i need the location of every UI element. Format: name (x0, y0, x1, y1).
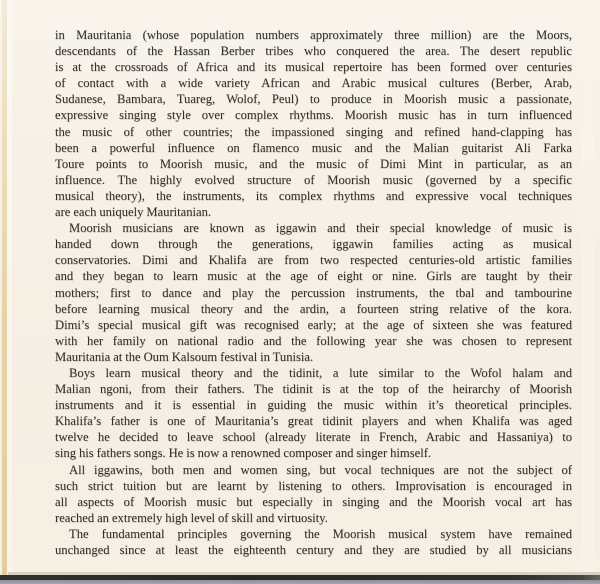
paragraph (55, 365, 572, 462)
body-text (55, 27, 572, 558)
text-line: of contact with a wide variety African and Arabic musical cultures (Berber, Arab, (55, 76, 572, 91)
text-line: the music of other countries; the impassioned singing and refined hand-clapping has (55, 124, 572, 139)
text-line: instruments and it is essential in guiding the music within it’s theoretical principles. (55, 398, 572, 413)
text-line: The fundamental principles governing the Moorish musical system have remained (69, 526, 572, 541)
text-line: Toure points to Moorish music, and the music of Dimi Mint in particular, as an (55, 156, 572, 171)
paragraph (55, 462, 572, 526)
text-line: Malian ngoni, from their fathers. The tidinit is at the top of the heirarchy of Moorish (55, 382, 572, 397)
page-right-sheen (582, 0, 594, 574)
text-line: descendants of the Hassan Berber tribes who conquered the area. The desert republic (55, 44, 572, 59)
text-line: expressive singing style over complex rhythms. Moorish music has in turn influenced (55, 108, 572, 123)
scan-background-strip (0, 580, 600, 584)
text-line: all aspects of Moorish music but especially in singing and the Moorish vocal art has (55, 494, 572, 509)
text-line: Boys learn musical theory and the tidinit, a lute similar to the Wofol halam and (69, 365, 572, 380)
text-line: twelve he decided to leave school (already literate in French, Arabic and Hassaniya) to (55, 430, 572, 445)
text-line: with her family on national radio and the following year she was chosen to represent (55, 333, 572, 348)
text-line: reached an extremely high level of skill and virtuosity. (55, 510, 328, 525)
text-line: Moorish musicians are known as iggawin and their special knowledge of music is (69, 221, 572, 236)
text-line: conservatories. Dimi and Khalifa are from two respected centuries-old artistic families (55, 253, 572, 268)
text-line: Sudanese, Bambara, Tuareg, Wolof, Peul) to produce in Moorish music a passionate, (55, 92, 572, 107)
text-line: is at the crossroads of Africa and its musical repertoire has been formed over centuries (55, 60, 572, 75)
text-line: unchanged since at least the eighteenth century and they are studied by all musicians (55, 543, 572, 557)
text-line: Dimi’s special musical gift was recognised early; at the age of sixteen she was featured (55, 317, 572, 332)
page-edge-highlight (7, 0, 12, 578)
text-line: Khalifa’s father is one of Mauritania’s great tidinit players and when Khalifa was aged (55, 414, 572, 429)
text-line: mothers; first to dance and play the percussion instruments, the tbal and tambourine (55, 285, 572, 300)
text-line: influence. The highly evolved structure of Moorish music (governed by a specific (55, 172, 572, 187)
paragraph (55, 27, 572, 220)
text-line: All iggawins, both men and women sing, but vocal techniques are not the subject of (69, 462, 572, 477)
text-line: and they began to learn music at the age of eight or nine. Girls are taught by their (55, 269, 572, 284)
paragraph (55, 220, 572, 365)
text-line: handed down through the generations, iggawin families acting as musical (55, 237, 572, 252)
text-line: Mauritania at the Oum Kalsoum festival in Tunisia. (55, 349, 314, 364)
text-line: before learning musical theory and the ardin, a fourteen string relative of the kora. (55, 301, 572, 316)
text-line: musical theory), the instruments, its complex rhythms and expressive vocal techniques (55, 188, 572, 203)
text-line: are each uniquely Mauritanian. (55, 205, 212, 220)
text-line: sing his fathers songs. He is now a renowned composer and singer himself. (55, 446, 432, 461)
text-line: such strict tuition but are learnt by listening to others. Improvisation is encouraged in (55, 478, 572, 493)
text-line: been a powerful influence on flamenco music and the Malian guitarist Ali Farka (55, 140, 572, 155)
paragraph (55, 526, 572, 558)
text-line: in Mauritania (whose population numbers approximately three million) are the Moors, (55, 28, 572, 42)
